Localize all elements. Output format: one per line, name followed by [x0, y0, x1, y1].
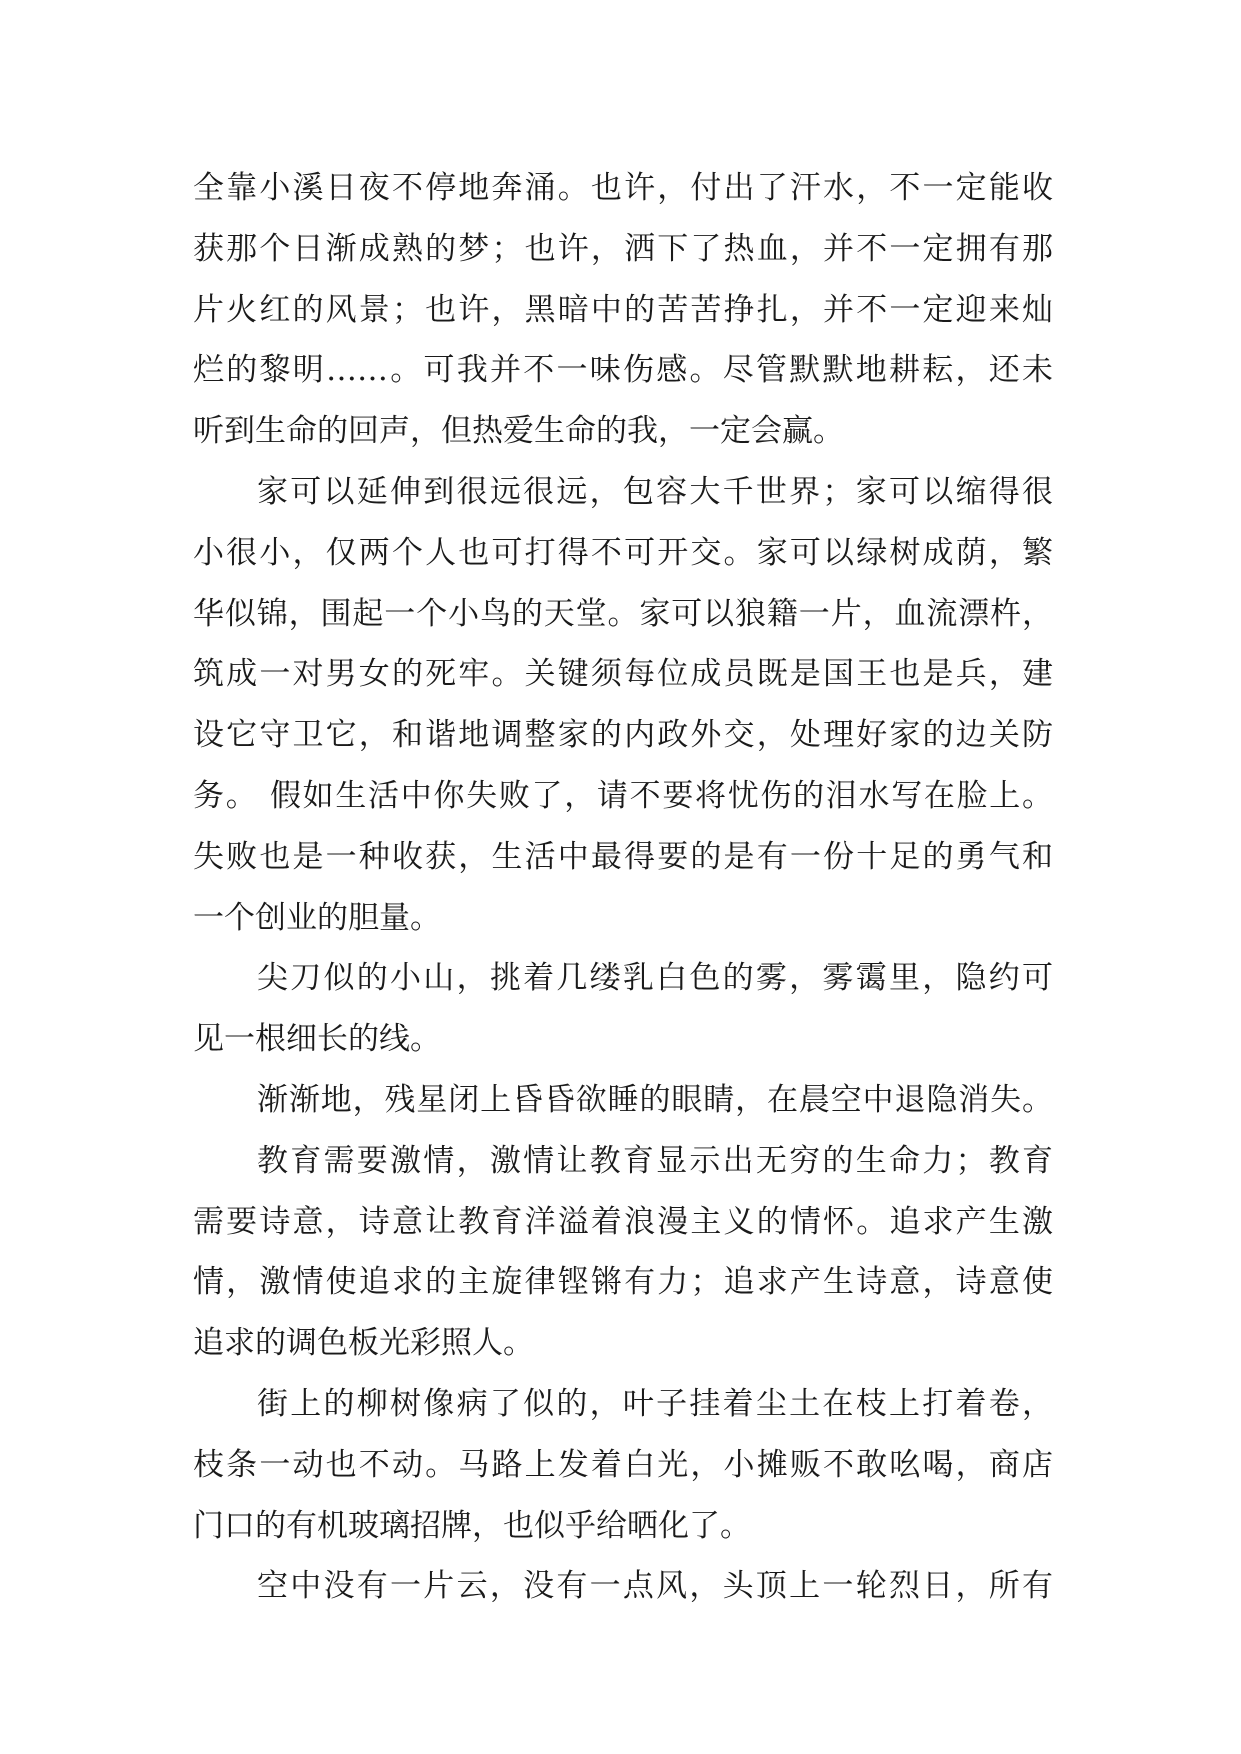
text-line: 教育需要激情，激情让教育显示出无穷的生命力；教育 — [257, 1142, 1053, 1179]
text-line: 空中没有一片云，没有一点风，头顶上一轮烈日，所有 — [257, 1568, 1053, 1605]
text-line: 家可以延伸到很远很远，包容大千世界；家可以缩得很 — [257, 473, 1053, 510]
text-line: 枝条一动也不动。马路上发着白光，小摊贩不敢吆喝，商店 — [193, 1446, 1053, 1483]
text-line: 街上的柳树像病了似的，叶子挂着尘土在枝上打着卷， — [257, 1385, 1053, 1422]
text-line: 门口的有机玻璃招牌，也似乎给晒化了。 — [193, 1507, 751, 1544]
text-line: 见一根细长的线。 — [193, 1021, 441, 1058]
text-line: 筑成一对男女的死牢。关键须每位成员既是国王也是兵，建 — [193, 656, 1053, 693]
text-line: 务。 假如生活中你失败了，请不要将忧伤的泪水写在脸上。 — [193, 777, 1053, 814]
text-line: 片火红的风景；也许，黑暗中的苦苦挣扎，并不一定迎来灿 — [193, 291, 1053, 328]
text-line: 设它守卫它，和谐地调整家的内政外交，处理好家的边关防 — [193, 717, 1053, 754]
text-line: 听到生命的回声，但热爱生命的我，一定会赢。 — [193, 413, 844, 450]
text-line: 全靠小溪日夜不停地奔涌。也许，付出了汗水，不一定能收 — [193, 170, 1053, 206]
text-line: 追求的调色板光彩照人。 — [193, 1325, 534, 1362]
text-line: 小很小，仅两个人也可打得不可开交。家可以绿树成荫，繁 — [193, 534, 1053, 571]
text-line: 获那个日渐成熟的梦；也许，洒下了热血，并不一定拥有那 — [193, 230, 1053, 267]
document-body — [193, 158, 1053, 1617]
text-line: 渐渐地，残星闭上昏昏欲睡的眼睛，在晨空中退隐消失。 — [257, 1081, 1053, 1118]
text-line: 尖刀似的小山，挑着几缕乳白色的雾，雾霭里，隐约可 — [257, 960, 1053, 997]
text-line: 华似锦，围起一个小鸟的天堂。家可以狼籍一片，血流漂杵， — [193, 595, 1053, 632]
text-line: 需要诗意，诗意让教育洋溢着浪漫主义的情怀。追求产生激 — [193, 1203, 1053, 1240]
text-line: 失败也是一种收获，生活中最得要的是有一份十足的勇气和 — [193, 838, 1053, 875]
text-line: 情，激情使追求的主旋律铿锵有力；追求产生诗意，诗意使 — [193, 1264, 1053, 1301]
text-line: 一个创业的胆量。 — [193, 899, 441, 936]
text-line: 烂的黎明……。可我并不一味伤感。尽管默默地耕耘，还未 — [193, 352, 1053, 389]
